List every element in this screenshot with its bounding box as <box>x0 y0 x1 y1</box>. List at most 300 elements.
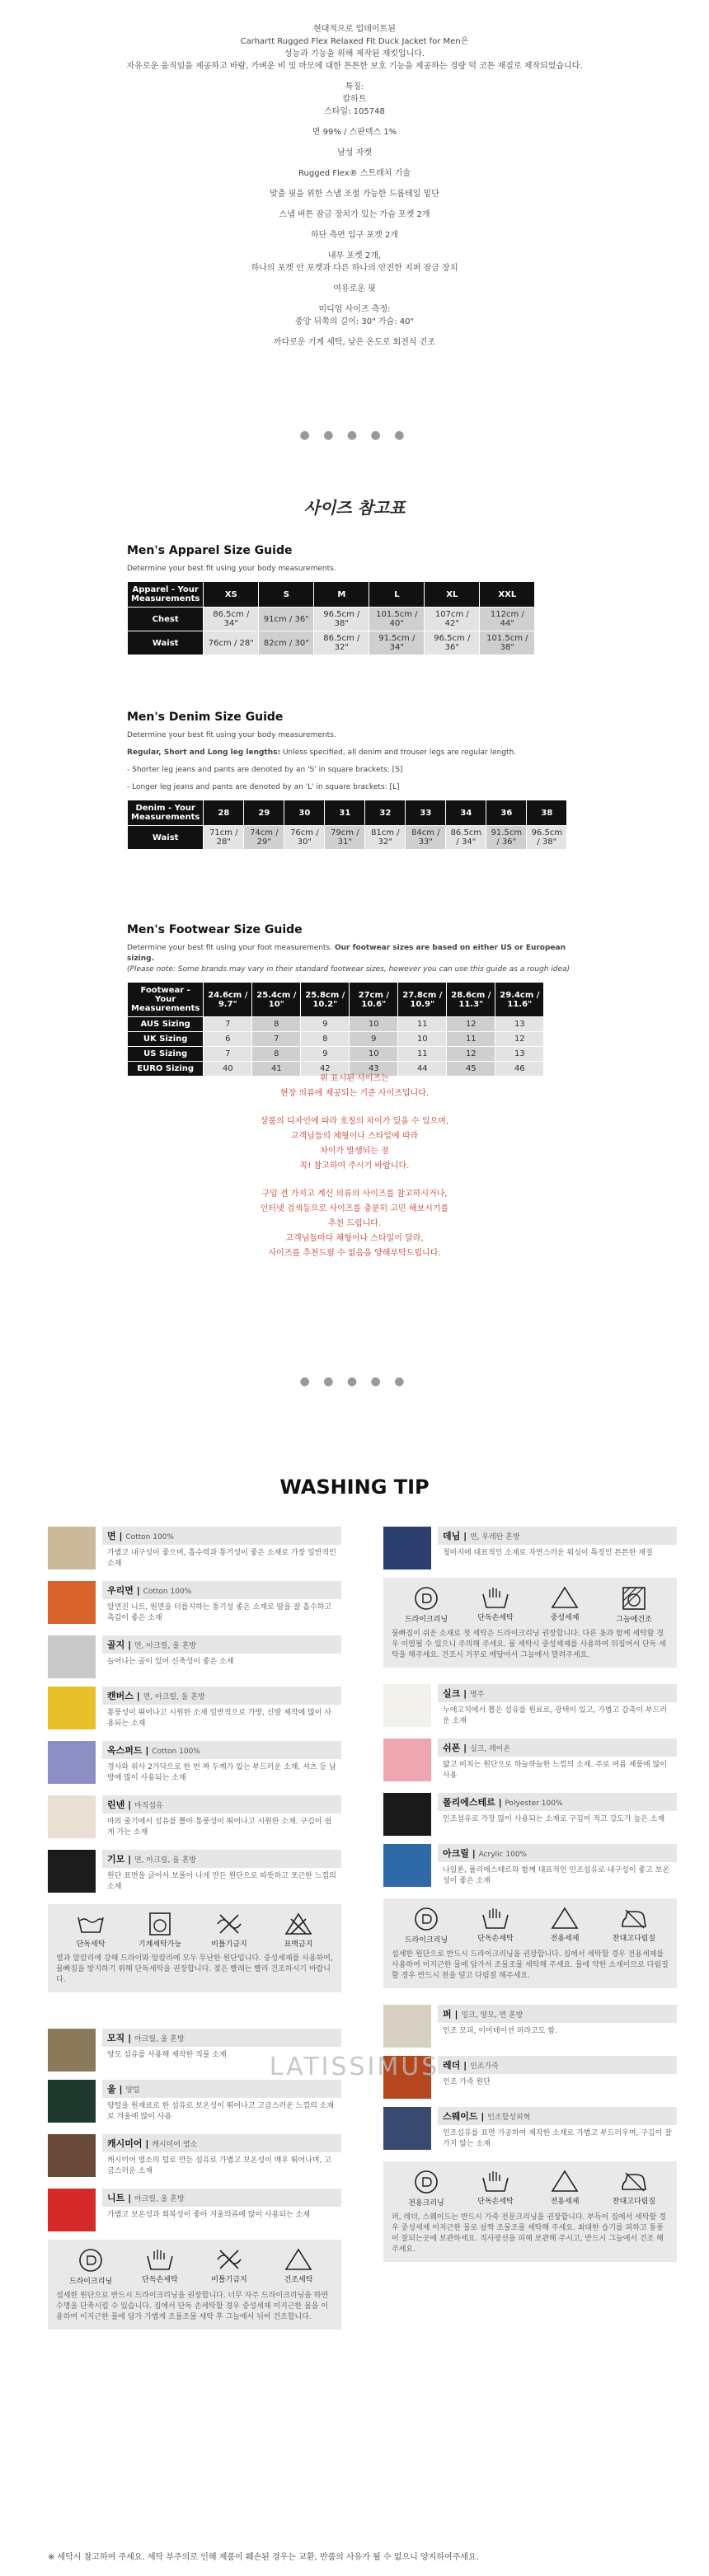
washing-left-column <box>48 1527 341 2346</box>
fabric-composition: Cotton 100% <box>152 1748 200 1756</box>
fabric-name: 실크 | 명주 <box>438 1684 677 1702</box>
fabric-description: 원단 표면을 긁어서 보풀이 나게 만든 원단으로 따뜻하고 포근한 느낌의 소재 <box>107 1872 336 1891</box>
table-head-size: XXL <box>480 582 535 608</box>
hand-wash-icon <box>469 1586 522 1609</box>
dry-clean-icon <box>400 2170 453 2194</box>
table-cell: 86.5cm / 34" <box>204 608 259 631</box>
intro-line: 현대적으로 업데이트된 <box>313 25 396 34</box>
table-cell: 76cm / 28" <box>204 631 259 655</box>
intro-line: Carhartt Rugged Flex Relaxed Fit Duck Jacket for Men은 <box>240 37 469 46</box>
intro-line: 중앙 뒤쪽의 길이: 30" 가슴: 40" <box>294 317 415 326</box>
fabric-name-label: 레더 <box>443 2060 461 2071</box>
intro-line: 미디엄 사이즈 측정: <box>318 305 391 314</box>
fabric-name-label: 캐시미어 <box>107 2138 143 2149</box>
table-cell: 112cm / 44" <box>480 608 535 631</box>
hand-wash-icon <box>469 2170 522 2193</box>
spacer <box>0 138 709 147</box>
table-cell: 84cm / 33" <box>406 826 446 850</box>
care-symbol <box>608 2170 660 2208</box>
apparel-title: Men's Apparel Size Guide <box>127 544 293 557</box>
note-line: 사이즈를 추천드릴 수 없음을 양해부탁드립니다. <box>268 1249 441 1258</box>
table-cell: 42 <box>301 1062 350 1077</box>
table-cell: 96.5cm / 38" <box>527 826 567 850</box>
watermark-logo: LATISSIMUS <box>269 2053 440 2081</box>
table-cell: 43 <box>350 1062 398 1077</box>
fabric-swatch <box>48 1741 96 1784</box>
care-symbol-label: 전용세제 <box>550 2198 580 2206</box>
table-cell: 12 <box>495 1032 544 1047</box>
table-head-size: 24.6cm / 9.7" <box>204 983 252 1017</box>
intro-line: 성능과 기능을 위해 제작된 재킷입니다. <box>284 49 425 59</box>
fabric-name: 니트 | 아크릴, 울 혼방 <box>102 2189 341 2207</box>
table-cell: 7 <box>204 1047 252 1062</box>
care-instructions <box>383 1898 677 1988</box>
fabric-description: 통풍성이 뛰어나고 시원한 소재 일반적으로 가방, 신발 제작에 많이 사용되는 소재 <box>107 1709 332 1728</box>
table-head-size: M <box>314 582 369 608</box>
table-head-size: 27.8cm / 10.9" <box>398 983 447 1017</box>
denim-size-guide <box>127 711 589 850</box>
care-symbol <box>64 1912 117 1949</box>
fabric-swatch <box>48 1687 96 1729</box>
fabric-description: 나일론, 폴리에스테르와 함께 대표적인 인조섬유로 내구성이 좋고 보온성이 좋은 소재 <box>443 1866 670 1885</box>
care-symbol-label: 단독세탁 <box>76 1940 106 1949</box>
fabric-item <box>48 1850 341 1896</box>
table-cell: 40 <box>204 1062 252 1077</box>
fabric-composition: 면, 아크릴, 울 혼방 <box>134 1856 197 1865</box>
fabric-item <box>383 1738 677 1785</box>
fabric-info <box>102 1850 341 1896</box>
fabric-composition: 아크릴, 울 혼방 <box>134 2035 185 2043</box>
footwear-desc: Determine your best fit using your foot measurements. Our footwear sizes are based on either US or European sizing. <box>127 944 566 963</box>
fabric-name: 기모 | 면, 아크릴, 울 혼방 <box>102 1850 341 1868</box>
fabric-item <box>48 1527 341 1573</box>
fabric-swatch <box>48 1527 96 1570</box>
table-cell: 91.5cm / 36" <box>486 826 527 850</box>
fabric-name-label: 린넨 <box>107 1799 125 1810</box>
fabric-item <box>383 1684 677 1730</box>
care-icons <box>392 1586 669 1624</box>
care-symbol <box>400 1907 453 1945</box>
fabric-composition: 마직섬유 <box>134 1802 163 1810</box>
care-symbol <box>134 2248 186 2286</box>
denim-long-note: - Longer leg jeans and pants are denoted by an 'L' in square brackets: [L] <box>127 783 400 791</box>
care-symbol-label: 비틀기금지 <box>211 1940 247 1949</box>
fabric-description: 경사와 위사 2가닥으로 한 번 짜 두께가 있는 부드러운 소재. 셔츠 등 남방에 많이 사용되는 소재 <box>107 1763 336 1782</box>
table-head-size: 34 <box>446 800 486 826</box>
table-cell: 7 <box>204 1017 252 1032</box>
care-symbol-label: 드라이크리닝 <box>68 2278 113 2286</box>
footwear-title: Men's Footwear Size Guide <box>127 923 303 936</box>
fabric-swatch <box>48 2189 96 2231</box>
care-symbol-label: 기계세탁가능 <box>138 1940 182 1949</box>
table-head-size: 28.6cm / 11.3" <box>447 983 495 1017</box>
table-cell: 13 <box>495 1047 544 1062</box>
intro-line: 칼하트 <box>342 95 367 104</box>
table-head-size: 32 <box>365 800 406 826</box>
fabric-info <box>102 1581 341 1627</box>
fabric-description: 양모 섬유를 사용해 제작한 직물 소재 <box>107 2051 227 2059</box>
spacer <box>0 221 709 229</box>
fabric-composition: 인조가죽 <box>469 2062 499 2071</box>
fabric-info <box>438 1738 677 1785</box>
table-cell: 7 <box>252 1032 301 1047</box>
fabric-item <box>383 1527 677 1570</box>
dry-clean-icon <box>400 1586 453 1611</box>
table-cell: 9 <box>350 1032 398 1047</box>
denim-note: Regular, Short and Long leg lengths: Unless specified, all denim and trouser legs are regular length. <box>127 748 517 757</box>
note-line: 현장 의류에 제공되는 기준 사이즈입니다. <box>279 1089 430 1098</box>
care-symbol <box>400 2170 453 2208</box>
denim-desc: Determine your best fit using your body measurements. <box>127 731 336 739</box>
care-text: 섬세한 원단으로 반드시 드라이크리닝을 권장합니다. 집에서 세탁할 경우 전용세제를 사용하여 미지근한 물에 담가서 조물조물 세탁해 주세요. 물에 약한 소재이므로 다림질할 경우 반드시 천을 덮고 다림질 해주세요. <box>392 1950 669 1980</box>
fabric-item <box>48 1795 341 1842</box>
fabric-swatch <box>383 1527 431 1570</box>
table-head-size: 36 <box>486 800 527 826</box>
fabric-name-label: 기모 <box>107 1854 125 1865</box>
fabric-description: 인조 모피, 이미테이션 퍼라고도 함. <box>443 2027 557 2035</box>
fabric-description: 캐시미어 염소의 털로 만든 섬유로 가볍고 보온성이 매우 뛰어나며, 고급스러운 소재 <box>107 2156 332 2175</box>
fabric-info <box>438 2107 677 2153</box>
table-cell: 91.5cm / 34" <box>369 631 425 655</box>
table-row-label: Chest <box>128 608 204 631</box>
care-text: 열과 알칼리에 강해 드라이와 알칼리에 모두 무난한 원단입니다. 중성세제를 사용하여, 물빠짐을 방지하기 위해 단독세탁을 권장합니다. 젖은 빨래는 빨리 건조하시기 바랍니다. <box>56 1954 333 1984</box>
care-symbol-label: 찬대고다림질 <box>612 1935 656 1943</box>
fabric-info <box>438 1844 677 1890</box>
fabric-swatch <box>48 2134 96 2177</box>
note-line: 고객님들의 체형이나 스타일에 따라 <box>290 1132 419 1141</box>
fabric-info <box>438 1684 677 1730</box>
detergent-icon <box>538 1907 591 1930</box>
fabric-name-label: 모직 <box>107 2033 125 2043</box>
apparel-desc: Determine your best fit using your body measurements. <box>127 565 336 573</box>
care-symbol <box>203 2248 256 2286</box>
fabric-description: 양털을 원재료로 한 섬유로 보온성이 뛰어나고 고급스러운 느낌의 소재로 겨울에 많이 사용 <box>107 2102 335 2121</box>
fabric-description: 얇고 비치는 원단으로 하늘하늘한 느낌의 소재. 주로 여름 제품에 많이 사용 <box>443 1761 668 1780</box>
fabric-swatch <box>48 2029 96 2072</box>
no-bleach-icon <box>272 1912 325 1936</box>
fabric-name-label: 울 <box>107 2084 116 2095</box>
denim-table <box>127 800 567 850</box>
fabric-composition: 아크릴, 울 혼방 <box>134 2195 185 2203</box>
table-row-label: AUS Sizing <box>128 1017 204 1032</box>
table-head-label: Apparel - Your Measurements <box>128 582 204 608</box>
spacer <box>48 2009 341 2029</box>
table-cell: 9 <box>301 1047 350 1062</box>
table-cell: 46 <box>495 1062 544 1077</box>
table-cell: 74cm / 29" <box>244 826 284 850</box>
fabric-composition: 캐시미어 염소 <box>152 2141 198 2149</box>
intro-line: 특징: <box>345 82 364 91</box>
care-instructions <box>383 2161 677 2262</box>
fabric-name-label: 퍼 <box>443 2009 452 2020</box>
table-cell: 10 <box>350 1047 398 1062</box>
fabric-swatch <box>383 1738 431 1781</box>
table-cell: 8 <box>301 1032 350 1047</box>
fabric-info <box>102 1687 341 1733</box>
fabric-item <box>48 1635 341 1678</box>
table-cell: 71cm / 28" <box>204 826 244 850</box>
table-row-label: Waist <box>128 826 204 850</box>
fabric-composition: 밍크, 양모, 면 혼방 <box>461 2011 524 2020</box>
intro-line: Rugged Flex® 스트레치 기술 <box>298 169 411 178</box>
fabric-composition: Acrylic 100% <box>478 1851 528 1859</box>
fabric-composition: 면, 우레탄 혼방 <box>469 1533 520 1541</box>
fabric-name-label: 옥스퍼드 <box>107 1745 143 1756</box>
fabric-name-label: 골지 <box>107 1640 125 1650</box>
care-symbol-label: 그늘에건조 <box>616 1616 652 1624</box>
fabric-swatch <box>48 1850 96 1893</box>
intro-line: 맞춤 핏을 위한 스냅 조절 가능한 드롭테일 밑단 <box>270 190 439 199</box>
size-notes <box>0 1072 709 1261</box>
fabric-info <box>102 1635 341 1678</box>
care-symbol-label: 중성세제 <box>550 1614 580 1622</box>
fabric-info <box>102 2134 341 2180</box>
care-symbol-label: 단독손세탁 <box>142 2276 178 2284</box>
fabric-swatch <box>383 1684 431 1727</box>
fabric-description: 가볍고 내구성이 좋으며, 흡수력과 통기성이 좋은 소재로 가장 일반적인 소재 <box>107 1549 336 1568</box>
table-cell: 101.5cm / 40" <box>369 608 425 631</box>
fabric-composition: 양털 <box>125 2086 140 2095</box>
fabric-name-label: 캔버스 <box>107 1691 134 1701</box>
intro-line: 남성 자켓 <box>337 148 372 157</box>
fabric-info <box>438 2005 677 2048</box>
table-cell: 107cm / 42" <box>425 608 480 631</box>
fabric-name: 우리면 | Cotton 100% <box>102 1581 341 1599</box>
table-cell: 96.5cm / 36" <box>425 631 480 655</box>
table-head-size: XS <box>204 582 259 608</box>
fabric-item <box>48 2189 341 2231</box>
table-cell: 86.5cm / 34" <box>446 826 486 850</box>
fabric-name: 데님 | 면, 우레탄 혼방 <box>438 1527 677 1545</box>
table-cell: 11 <box>447 1032 495 1047</box>
footwear-size-guide <box>127 923 589 1077</box>
fabric-name: 골지 | 면, 아크릴, 울 혼방 <box>102 1635 341 1654</box>
fabric-name: 울 | 양털 <box>102 2080 341 2098</box>
care-instructions <box>48 2240 341 2330</box>
wash-separately-icon <box>64 1912 117 1936</box>
fabric-name: 린넨 | 마직섬유 <box>102 1795 341 1814</box>
fabric-name-label: 스웨이드 <box>443 2111 478 2122</box>
note-line: 추천 드립니다. <box>327 1219 382 1228</box>
table-cell: 81cm / 32" <box>365 826 406 850</box>
fabric-swatch <box>48 1581 96 1624</box>
fabric-description: 늘어나는 골이 있어 신축성이 좋은 소재 <box>107 1658 234 1666</box>
table-cell: 9 <box>301 1017 350 1032</box>
care-symbol <box>538 1586 591 1624</box>
fabric-name: 레더 | 인조가죽 <box>438 2056 677 2074</box>
fabric-name: 퍼 | 밍크, 양모, 면 혼방 <box>438 2005 677 2023</box>
care-symbol-label: 단독손세탁 <box>477 2198 514 2206</box>
care-symbol-label: 단독손세탁 <box>477 1935 514 1943</box>
fabric-description: 마의 줄기에서 섬유를 뽑아 통풍성이 뛰어나고 시원한 소재. 구김이 쉽게 가는 소재 <box>107 1818 332 1837</box>
table-head-label: Footwear - Your Measurements <box>128 983 204 1017</box>
table-row-label: EURO Sizing <box>128 1062 204 1077</box>
hand-wash-icon <box>469 1907 522 1930</box>
note-line: 꼭! 참고하여 주시기 바랍니다. <box>299 1161 410 1171</box>
fabric-swatch <box>383 2005 431 2048</box>
table-cell: 10 <box>350 1017 398 1032</box>
care-symbol <box>64 2248 117 2286</box>
fabric-item <box>48 2134 341 2180</box>
fabric-name-label: 데님 <box>443 1531 461 1541</box>
fabric-info <box>102 2080 341 2126</box>
fabric-composition: Cotton 100% <box>143 1588 192 1596</box>
fabric-composition: 면, 아크릴, 울 혼방 <box>134 1642 197 1650</box>
care-symbol <box>203 1912 256 1949</box>
care-symbol-label: 드라이크리닝 <box>404 1616 448 1624</box>
fabric-item <box>48 1687 341 1733</box>
fabric-name: 폴리에스테르 | Polyester 100% <box>438 1793 677 1811</box>
intro-line: 하단 측면 입구 포켓 2개 <box>310 231 399 240</box>
fabric-name-label: 폴리에스테르 <box>443 1797 495 1808</box>
washing-tip-title: WASHING TIP <box>279 1476 430 1499</box>
table-cell: 12 <box>447 1047 495 1062</box>
apparel-table <box>127 581 535 655</box>
machine-wash-icon <box>134 1912 186 1936</box>
washing-right-column <box>383 1527 677 2278</box>
table-head-size: 25.8cm / 10.2" <box>301 983 350 1017</box>
fabric-name: 스웨이드 | 인조합성피혁 <box>438 2107 677 2125</box>
fabric-name-label: 실크 <box>443 1688 461 1699</box>
spacer <box>0 295 709 303</box>
spacer <box>0 274 709 283</box>
footer-note: ※ 세탁시 참고하여 주세요. 세탁 부주의로 인해 제품이 훼손된 경우는 교환, 반품의 사유가 될 수 없으니 양지하여주세요. <box>48 2553 479 2562</box>
table-head-size: 33 <box>406 800 446 826</box>
intro-line: 자유로운 움직임을 제공하고 바람, 가벼운 비 및 마모에 대한 튼튼한 보호 기능을 제공하는 경량 덕 코튼 재질로 제작되었습니다. <box>126 62 583 71</box>
denim-title: Men's Denim Size Guide <box>127 711 284 724</box>
fabric-swatch <box>383 1793 431 1836</box>
care-symbol <box>608 1586 660 1624</box>
footwear-note: (Please note: Some brands may vary in their standard footwear sizes, however you can use this guide as a rough idea) <box>127 965 570 974</box>
table-head-size: 25.4cm / 10" <box>252 983 301 1017</box>
fabric-item <box>48 2080 341 2126</box>
footwear-table <box>127 982 544 1077</box>
fabric-name: 옥스퍼드 | Cotton 100% <box>102 1741 341 1759</box>
table-head-size: 38 <box>527 800 567 826</box>
table-cell: 11 <box>398 1017 447 1032</box>
intro-line: 스냅 버튼 잠금 장치가 있는 가슴 포켓 2개 <box>279 210 430 219</box>
fabric-name: 캔버스 | 면, 아크릴, 울 혼방 <box>102 1687 341 1705</box>
care-symbol <box>272 2248 325 2286</box>
section-divider: ● ● ● ● ● <box>299 1375 410 1388</box>
iron-icon <box>608 2170 660 2193</box>
fabric-swatch <box>48 1635 96 1678</box>
fabric-description: 가볍고 보온성과 회복성이 좋아 겨울의류에 많이 사용되는 소재 <box>107 2211 311 2219</box>
no-wring-icon <box>203 2248 256 2271</box>
care-text: 퍼, 레더, 스웨이드는 반드시 가죽 전문크리닝을 권장합니다. 부득이 집에서 세탁할 경우 중성세제 미지근한 물로 살짝 조물조물 세탁해 주세요. 최대한 습기를 피하고 통풍이 잘되는곳에 보관하세요. 직사광선을 피해 보관해 주시고, 반드시 그늘에서 건조 해주세요. <box>392 2213 666 2254</box>
care-symbol <box>538 2170 591 2208</box>
table-cell: 86.5cm / 32" <box>314 631 369 655</box>
fabric-composition: 인조합성피혁 <box>487 2114 531 2122</box>
table-cell: 8 <box>252 1047 301 1062</box>
spacer <box>0 159 709 167</box>
care-icons <box>56 2248 333 2286</box>
care-icons <box>392 1907 669 1945</box>
fabric-item <box>48 1741 341 1787</box>
fabric-info <box>102 1527 341 1573</box>
size-guide-title: 사이즈 참고표 <box>303 498 406 518</box>
care-symbol-label: 비틀기금지 <box>211 2276 247 2284</box>
intro-line: 하나의 포켓 안 포켓과 다른 하나의 안전한 지퍼 잠금 장치 <box>251 264 458 273</box>
table-head-size: 30 <box>284 800 325 826</box>
fabric-info <box>438 1527 677 1570</box>
fabric-swatch <box>48 1795 96 1838</box>
fabric-name: 면 | Cotton 100% <box>102 1527 341 1545</box>
table-head-size: 29 <box>244 800 284 826</box>
fabric-description: 인조 가죽 원단 <box>443 2078 491 2086</box>
fabric-item <box>48 1581 341 1627</box>
intro-line: 까다로운 기계 세탁, 낮은 온도로 회전식 건조 <box>273 338 436 347</box>
spacer <box>0 1101 709 1114</box>
table-head-size: S <box>259 582 314 608</box>
table-head-size: L <box>369 582 425 608</box>
table-cell: 10 <box>398 1032 447 1047</box>
fabric-description: 인조섬유로 가장 많이 사용되는 소재로 구김이 적고 강도가 높은 소재 <box>443 1815 665 1823</box>
care-symbol-label: 건조세탁 <box>284 2276 313 2284</box>
note-line: 상품의 디자인에 따라 호칭의 차이가 있을 수 있으며, <box>260 1117 449 1126</box>
section-divider: ● ● ● ● ● <box>299 429 410 442</box>
table-head-size: 31 <box>325 800 365 826</box>
table-cell: 41 <box>252 1062 301 1077</box>
spacer <box>0 118 709 126</box>
apparel-size-guide <box>127 544 589 655</box>
note-line: 구입 전 가지고 계신 의류의 사이즈를 참고하시거나, <box>261 1189 448 1199</box>
table-head-size: 27cm / 10.6" <box>350 983 398 1017</box>
care-text: 섬세한 원단으로 반드시 드라이크리닝을 권장합니다. 너무 자주 드라이크리닝을 하면 수명을 단축시킬 수 있습니다. 집에서 단독 손세탁할 경우 중성세제 미지근한 물을 이용하며 이지근한 물에 담가 가볍게 조물조물 세탁 후 그늘에서 뉘어 건조합니다. <box>56 2292 329 2321</box>
spacer <box>0 328 709 336</box>
iron-icon <box>608 1907 660 1930</box>
hand-wash-icon <box>134 2248 186 2271</box>
fabric-name-label: 면 <box>107 1531 116 1541</box>
fabric-item <box>383 2107 677 2153</box>
care-symbol-label: 드라이크리닝 <box>404 1936 448 1945</box>
table-head-label: Denim - Your Measurements <box>128 800 204 826</box>
product-description <box>0 23 709 349</box>
fabric-name-label: 우리면 <box>107 1585 134 1596</box>
table-cell: 101.5cm / 38" <box>480 631 535 655</box>
table-cell: 82cm / 30" <box>259 631 314 655</box>
care-symbol-label: 표백금지 <box>284 1940 313 1949</box>
fabric-composition: Polyester 100% <box>505 1799 563 1808</box>
no-wring-icon <box>203 1912 256 1936</box>
intro-line: 여유로운 핏 <box>333 284 376 293</box>
intro-line: 내부 포켓 2개, <box>327 251 382 260</box>
care-symbol <box>272 1912 325 1949</box>
fabric-info <box>102 1741 341 1787</box>
care-symbol <box>538 1907 591 1945</box>
detergent-icon <box>538 2170 591 2193</box>
table-cell: 91cm / 36" <box>259 608 314 631</box>
care-symbol-label: 단독손세탁 <box>477 1614 514 1622</box>
fabric-description: 인조섬유를 표면 가공하여 제작한 소재로 가볍고 부드러우며, 구김이 잘가지 않는 소재 <box>443 2129 672 2148</box>
table-cell: 96.5cm / 38" <box>314 608 369 631</box>
intro-line: 면 99% / 스판덱스 1% <box>312 128 397 137</box>
dry-clean-icon <box>64 2248 117 2273</box>
spacer <box>0 1174 709 1187</box>
fabric-info <box>438 1793 677 1836</box>
fabric-item <box>383 1793 677 1836</box>
fabric-description: 누에고치에서 뽑은 섬유를 원료로, 광택이 있고, 가볍고 감촉이 부드러운 소재 <box>443 1706 668 1725</box>
care-symbol <box>469 1586 522 1624</box>
detergent-icon <box>272 2248 325 2271</box>
care-symbol <box>469 1907 522 1945</box>
spacer <box>0 73 709 81</box>
fabric-name: 쉬폰 | 실크, 레이온 <box>438 1738 677 1757</box>
dry-clean-icon <box>400 1907 453 1931</box>
table-cell: 6 <box>204 1032 252 1047</box>
fabric-name: 아크릴 | Acrylic 100% <box>438 1844 677 1862</box>
table-row-label: UK Sizing <box>128 1032 204 1047</box>
